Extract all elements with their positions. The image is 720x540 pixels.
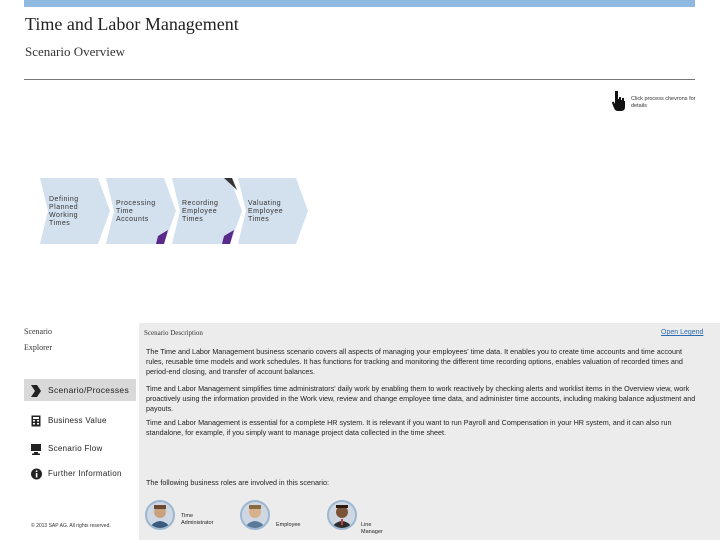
description-paragraph-2: Time and Labor Management simplifies time administrators' daily work by enabling them to work reactively by checking alerts and worklist items in the Overview view, work proactively using the information provided in the Work view, review and change employee time data, and administer time accounts, including making balance adjustment and payouts. (146, 384, 696, 413)
chevron-label-line: Times (182, 216, 204, 223)
chevron-label-line: Employee (182, 208, 218, 215)
sidebar-item-scenario-processes[interactable] (24, 379, 136, 401)
sidebar-item-label: Scenario Flow (48, 443, 103, 453)
sidebar-item-label: Scenario/Processes (48, 385, 129, 395)
sidebar-item-label: Business Value (48, 415, 107, 425)
chevron-label-line: Accounts (116, 216, 149, 223)
sidebar-subtitle: Explorer (24, 343, 52, 352)
chevron-label-line: Times (248, 216, 270, 223)
page-title: Time and Labor Management (25, 14, 239, 34)
role-label-line: Employee (276, 522, 301, 528)
header-divider (24, 79, 695, 80)
roles-intro-text: The following business roles are involved in this scenario: (146, 478, 329, 487)
chevron-label-line: Planned (49, 204, 79, 211)
description-paragraph-3: Time and Labor Management is essential for a complete HR system. It is relevant if you want to run Payroll and Compensation in your HR system, and it can also run standalone, for example, if you simply want to manage project data collected in the time sheet. (146, 418, 672, 437)
page-subtitle: Scenario Overview (25, 44, 125, 59)
business-value-icon (31, 414, 41, 426)
chevron-label-line: Time (116, 208, 134, 215)
scenario-description-heading: Scenario Description (144, 329, 203, 337)
chevron-valuating-employee-times[interactable] (238, 178, 310, 244)
chevron-label-line: Valuating (248, 200, 282, 207)
scenario-processes-icon (31, 384, 41, 396)
sidebar-item-label: Further Information (48, 468, 122, 478)
scenario-flow-icon (31, 442, 41, 454)
sidebar-title: Scenario (24, 327, 52, 336)
open-legend-link[interactable]: Open Legend (661, 329, 704, 336)
avatar (327, 500, 357, 530)
avatar (145, 500, 175, 530)
sidebar-item-business-value[interactable] (31, 409, 107, 431)
description-paragraph-1: The Time and Labor Management business scenario covers all aspects of managing your employees' time data. It enables you to create time accounts and time account rules, reusable time models and work schedules. It has functions for tracking and monitoring the different time recording options, enables valuation of recorded times and period-end closing, and transfer of account balances. (146, 347, 683, 376)
role-label-line: Time (181, 513, 194, 519)
chevron-label-line: Recording (182, 200, 219, 207)
chevron-recording-employee-times[interactable] (172, 178, 244, 244)
chevron-label-line: Times (49, 220, 71, 227)
avatar (240, 500, 270, 530)
click-hint: Click process chevrons for details (631, 96, 696, 109)
chevron-label-line: Processing (116, 200, 156, 207)
copyright-text: © 2013 SAP AG. All rights reserved. (31, 523, 111, 529)
top-accent-bar (24, 0, 695, 7)
chevron-processing-time-accounts[interactable] (106, 178, 178, 244)
chevron-label-line: Defining (49, 196, 79, 203)
info-icon (31, 467, 41, 479)
chevron-label-line: Employee (248, 208, 284, 215)
sidebar-item-scenario-flow[interactable] (31, 437, 103, 459)
role-label-line: Administrator (181, 520, 214, 526)
chevron-defining-planned-working-times[interactable] (40, 178, 112, 244)
sidebar-item-further-information[interactable] (31, 462, 122, 484)
role-label-line: Line Manager (361, 522, 383, 535)
pointer-hand-icon (612, 90, 626, 112)
chevron-label-line: Working (49, 212, 79, 219)
